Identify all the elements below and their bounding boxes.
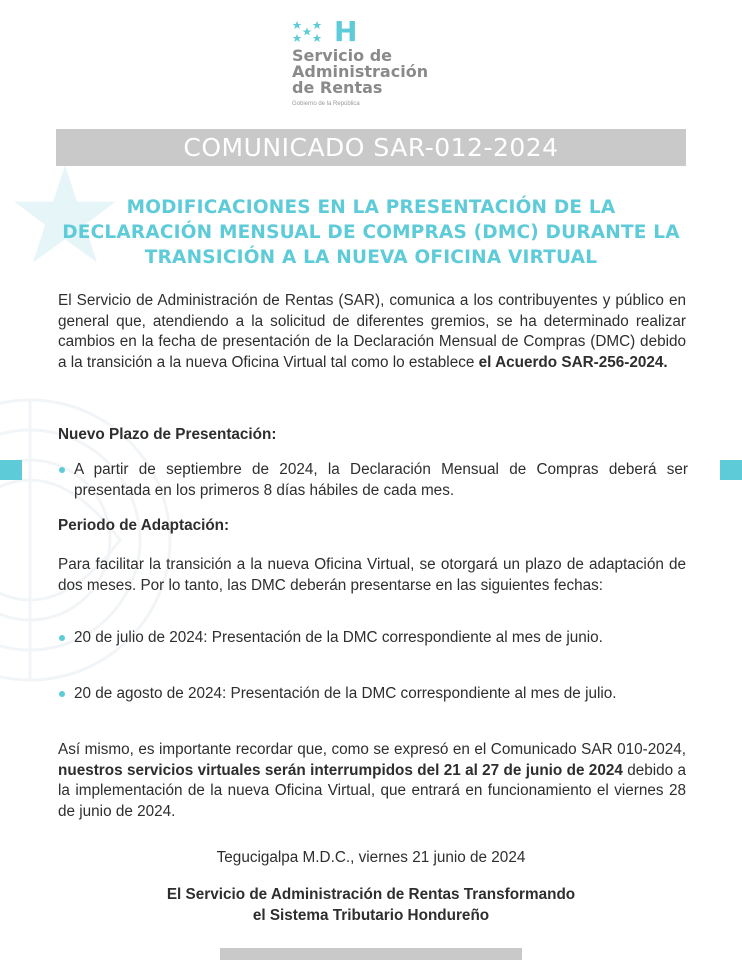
logo-line-2: Administración (292, 62, 429, 81)
closing-pre: Así mismo, es importante recordar que, como se expresó en el Comunicado SAR 010-2024, (58, 741, 686, 758)
left-accent-tab (0, 460, 22, 480)
title-line-2: DECLARACIÓN MENSUAL DE COMPRAS (DMC) DURANTE LA (62, 222, 680, 243)
bullet-dot-icon (59, 691, 65, 697)
logo-line-1: Servicio de (292, 46, 393, 65)
bottom-bar (220, 948, 522, 960)
logo-letter: H (334, 15, 358, 48)
bullet-dot-icon (59, 635, 65, 641)
slogan-line-1: El Servicio de Administración de Rentas Transformando (166, 886, 576, 903)
logo-line-3: de Rentas (292, 78, 383, 97)
stars-icon (292, 19, 332, 45)
title-line-3: TRANSICIÓN A LA NUEVA OFICINA VIRTUAL (144, 247, 598, 268)
adaptation-paragraph: Para facilitar la transición a la nueva Oficina Virtual, se otorgará un plazo de adaptación de dos meses. Por lo tanto, las DMC deberán presentarse en las siguientes fechas: (58, 556, 686, 594)
section-heading-new-deadline: Nuevo Plazo de Presentación: (58, 426, 277, 443)
list-item (58, 460, 688, 501)
closing-paragraph (58, 740, 686, 822)
list-item (58, 628, 688, 649)
sar-logo (292, 15, 472, 107)
slogan-line-2: el Sistema Tributario Hondureño (252, 906, 490, 924)
section-heading-adaptation: Periodo de Adaptación: (58, 517, 230, 534)
place-date: Tegucigalpa M.D.C., viernes 21 junio de 2024 (216, 849, 526, 866)
bullet-dot-icon (59, 467, 65, 473)
bullet-text: 20 de julio de 2024: Presentación de la DMC correspondiente al mes de junio. (74, 629, 603, 646)
right-accent-tab (720, 460, 742, 480)
intro-paragraph (58, 291, 686, 373)
list-item (58, 684, 688, 705)
intro-bold: el Acuerdo SAR-256-2024. (478, 353, 668, 371)
logo-mark (292, 15, 472, 48)
closing-bold: nuestros servicios virtuales serán interrumpidos del 21 al 27 de junio de 2024 (58, 761, 623, 779)
background-seal-icon (0, 360, 180, 720)
closing-slogan (40, 885, 702, 926)
title-line-1: MODIFICACIONES EN LA PRESENTACIÓN DE LA (126, 197, 616, 218)
communique-banner: COMUNICADO SAR-012-2024 (56, 129, 686, 166)
intro-text: El Servicio de Administración de Rentas (SAR), comunica a los contribuyentes y público en general que, atendiendo a la solicitud de diferentes gremios, se ha determinado realizar cambios en la fecha de presentación de la Declaración Mensual de Compras (DMC) debido a la transición a la nueva Oficina Virtual tal como lo establece (58, 292, 686, 371)
logo-subtitle: Gobierno de la República (292, 101, 360, 107)
bullet-text: 20 de agosto de 2024: Presentación de la DMC correspondiente al mes de julio. (74, 685, 617, 702)
document-title (40, 195, 702, 270)
closing-post: debido a la implementación de la nueva Oficina Virtual, que entrará en funcionamiento el viernes 28 de junio de 2024. (58, 761, 686, 820)
logo-name (292, 48, 472, 96)
bullet-text: A partir de septiembre de 2024, la Declaración Mensual de Compras deberá ser presentada en los primeros 8 días hábiles de cada mes. (74, 461, 688, 499)
